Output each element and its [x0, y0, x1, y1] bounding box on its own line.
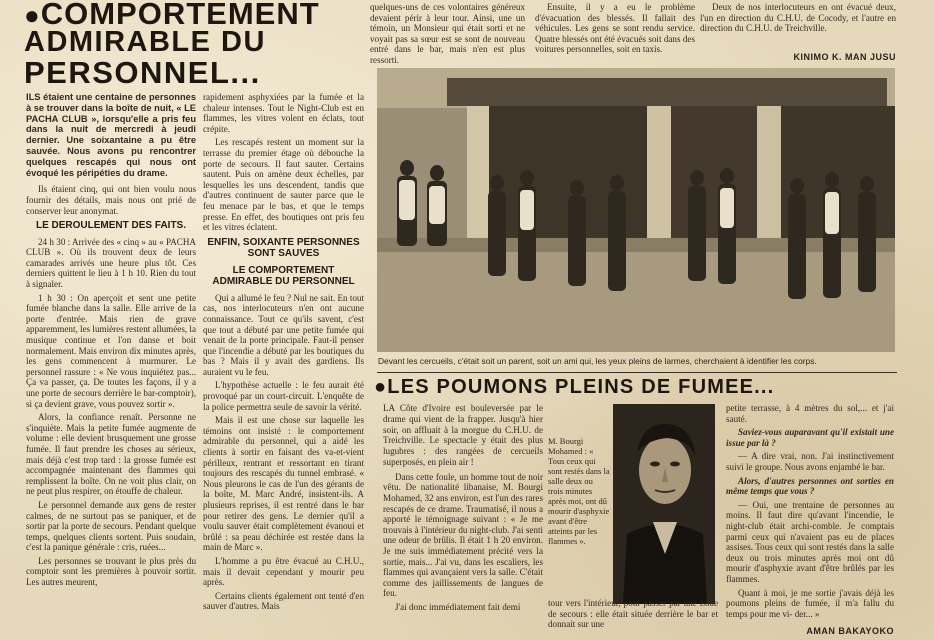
article1-paragraph: L'homme a pu être évacué au C.H.U., mais il devait cependant y mourir peu après. [203, 555, 364, 588]
article2-column-1 [383, 403, 543, 640]
article1-paragraph: Qui a allumé le feu ? Nul ne sait. En tout cas, nos interlocuteurs n'en ont aucune connaissance. Tout ce qu'ils savent, c'est que tout a débuté par une petite fumée qui venait de la porte principale. Faut-il penser que l'incendie a débuté par les boutiques du bas ? Mais il y avait des gardiens. Ils auraient vu le feu. [203, 292, 364, 377]
article1-column-1 [26, 92, 196, 640]
subhead-comportement: LE COMPORTEMENT ADMIRABLE DU PERSONNEL [212, 264, 355, 288]
headline-line-1: ●COMPORTEMENT [24, 0, 320, 31]
article1-lead [26, 92, 196, 178]
portrait-caption [548, 436, 610, 560]
article1-column-5 [700, 2, 896, 50]
article2-paragraph: Quant à moi, je me sortie j'avais déjà les poumons pleins de fumée, il m'a fallu du temps pour me vi- der... » [726, 587, 894, 619]
article2-paragraph: petite terrasse, à 4 mètres du sol,... et j'ai sauté. [726, 403, 894, 424]
article2-intro [383, 403, 543, 468]
article1-paragraph: Le personnel demande aux gens de rester calmes, de ne surtout pas se paniquer, et de sortir par la porte de secours. Pendant quelque temps, quelques clients sortent. Puis soudain, c'est la panique générale : cris, ruées... [26, 499, 196, 553]
morgue-crowd-photo [377, 68, 895, 352]
article2-column-3 [726, 403, 894, 625]
article2-column-2 [548, 598, 718, 640]
article2-paragraph: Dans cette foule, un homme tout de noir vêtu. De nationalité libanaise, M. Bourgi Mohamed, 32 ans environ, est l'un des rares rescapés de ce drame. Traumatisé, il nous a apporté le témoignage suivant : « Je me trouvais à l'intérieur du night-club. J'ai senti une odeur de brûlis. Il était 1 h 20 environ. Je me suis immédiatement précité vers la sortie, mais... J'ai vu, dans les escaliers, les flammes qui avançaient vers la salle. C'était comme des jaillissements de langues de feu. [383, 471, 543, 599]
article1-paragraph: L'hypothèse actuelle : le feu aurait été provoqué par un court-circuit. L'enquête de la police permettra seule de savoir la vérité. [203, 380, 364, 412]
article2-intro-text: LA Côte d'Ivoire est bouleversée par le drame qui vient de la frapper. Jusqu'à hier soir, on affluait à la morgue du C.H.U. de Treichville. Le spectacle y était des plus lugubres : des rangées de cercueils superposés, en plein air ! [383, 403, 543, 467]
article2-signature: AMAN BAKAYOKO [806, 626, 894, 636]
article1-paragraph: Alors, la confiance renaît. Personne ne s'inquiète. Mais la petite fumée augmente de volume : elle devient brusquement une grosse fumée. Il faut prendre les choses au sérieux, mais déjà c'est trop tard : la grosse fumée est accompagnée maintenant des flammes qui remplissent la boîte. On ne voit plus clair, on ne peut plus respirer, on étouffe de chaleur. [26, 412, 196, 497]
subhead-soixante: ENFIN, SOIXANTE PERSONNES SONT SAUVES [207, 236, 360, 260]
article1-paragraph: Certains clients également ont tenté d'en sauver d'autres. Mais [203, 590, 364, 612]
article1-lead-text: ILS étaient une centaine de personnes à se trouver dans la boîte de nuit, « LE PACHA CLUB », lorsqu'elle a pris feu dans la nuit de mercredi à jeudi dernier. Une soixantaine a pu être sauvée. Nous avons pu rencontrer quelques rescapés qui nous ont évoqué les péripéties du drame. [26, 92, 196, 178]
article1-paragraph: Ils étaient cinq, qui ont bien voulu nous fournir des détails, mais nous ont prié de conserver leur anonymat. [26, 184, 196, 216]
article1-signature: KINIMO K. MAN JUSU [793, 52, 896, 62]
article2-headline: ●LES POUMONS PLEINS DE FUMEE... [374, 376, 775, 398]
article1-paragraph: Deux de nos interlocuteurs en ont évacué deux, l'un en direction du C.H.U. de Cocody, et l'autre en direction du C.H.U. de Treichville. [700, 2, 896, 34]
portrait-caption-text: M. Bourgi Mohamed : « Tous ceux qui sont restés dans la salle deux ou trois minutes après moi, ont dû mourir d'asphyxie avant d'être atteints par les flammes ». [548, 436, 610, 546]
subhead-deroulement: LE DEROULEMENT DES FAITS. [35, 220, 186, 232]
article1-column-4 [535, 2, 695, 64]
article1-column-3 [370, 2, 525, 64]
headline-line-2: ADMIRABLE DU [24, 26, 266, 58]
article1-paragraph: Les personnes se trouvant le plus près du comptoir sont les premières à pouvoir sortir. Les autres meurent, [26, 555, 196, 588]
bullet-icon: ● [24, 0, 41, 30]
photo-caption: Devant les cercueils, c'était soit un parent, soit un ami qui, les yeux pleins de larmes, cherchaient à identifier les corps. [378, 356, 817, 366]
article1-paragraph: Ensuite, il y a eu le problème d'évacuation des blessés. Il fallait des véhicules. Les gens se sont rendu service. Quatre blessés ont été évacués soit dans des voitures personnelles, soit en taxis. [535, 2, 695, 55]
article1-paragraph: rapidement asphyxiées par la fumée et la chaleur intenses. Tout le Night-Club est en flammes, les vitres volent en éclats, tout crépite. [203, 92, 364, 134]
portrait-illustration [613, 404, 715, 604]
article1-column-2 [203, 92, 364, 640]
article1-paragraph: quelques-uns de ces volontaires généreux devaient périr à leur tour. Ainsi, une un témoin, un Monsieur qui était sorti et ne voyait pas sa sœur est se sont de nouveau entré dans le bar, mais n'en est plus ressorti. [370, 2, 525, 64]
crowd-illustration [377, 68, 895, 352]
article2-question: Saviez-vous auparavant qu'il existait une issue par là ? [726, 427, 894, 448]
article1-paragraph: 24 h 30 : Arrivée des « cinq » au « PACHA CLUB ». Où ils trouvent deux de leurs camarades arrivés une heure plus tôt. Ces derniers quittent le lieu à 1 h 10. Rien du tout à signaler. [26, 236, 196, 290]
article2-paragraph: tour vers l'intérieur, pour passer par une issue de secours : elle était située derrière le bar et donnait sur une [548, 598, 718, 630]
article1-paragraph: Mais il est une chose sur laquelle les témoins ont insisté : le comportement admirable du personnel, qui a aidé les clients à sortir en faisant des va-et-vient périlleux, rentrant et ressortant en tirant toujours des rescapés du tunnel embrasé. « Nous pleurons le cas de l'un des gérants de la boîte, M. Marc André, insistent-ils. A plusieurs reprises, il est rentré dans le bar pour retirer des gens. Le dernier qu'il a voulu sauver était complètement évanoui et brûlé : sa peau déchirée est restée dans la main de Marc ». [203, 415, 364, 553]
article1-paragraph: Les rescapés restent un moment sur la terrasse du premier étage où débouche la porte de secours. Il faut sauter. Certains sautent. Puis on amène deux échelles, par lesquelles les uns descendent, tandis que d'autres continuent de sauter parce que le feu menace par le bas, et que le temps presse. En effet, des boutiques ont pris feu et les vitres éclatent. [203, 137, 364, 233]
article2-paragraph: J'ai donc immédiatement fait demi [395, 601, 521, 612]
article2-paragraph: — Oui, une trentaine de personnes au moins. Il faut dire qu'avant l'incendie, le night-club était archi-comble. Je comptais parmi ceux qui n'avaient pas eu de places assises. Tous ceux qui sont restés dans la salle deux ou trois minutes après moi ont dû mourir d'asphyxie avant d'être brûlés par les flammes. [726, 499, 894, 584]
article1-paragraph: 1 h 30 : On aperçoit et sent une petite fumée blanche dans la salle. Elle arrive de la porte d'entrée. Mais rien de grave apparemment, les lumières restent allumées, la musique continue et l'on danse et boit normalement. Mais environ dix minutes après, les gens commencent à murmurer. Le personnel rassure : « Ne vous inquiétez pas... Ça va passer, ça. De toutes les façons, il y a une porte de secours derrière le bar-comptoir), si ça devient grave, vous pouvez sortir ». [26, 292, 196, 409]
article2-paragraph: — A dire vrai, non. J'ai instinctivement suivi le groupe. Nous avons enjambé le bar. [726, 451, 894, 472]
divider-rule [377, 372, 897, 373]
bullet-icon: ● [374, 376, 388, 398]
article2-question: Alors, d'autres personnes ont sorties en même temps que vous ? [726, 475, 894, 497]
portrait-photo [613, 404, 715, 604]
headline-line-3: PERSONNEL... [24, 55, 261, 90]
